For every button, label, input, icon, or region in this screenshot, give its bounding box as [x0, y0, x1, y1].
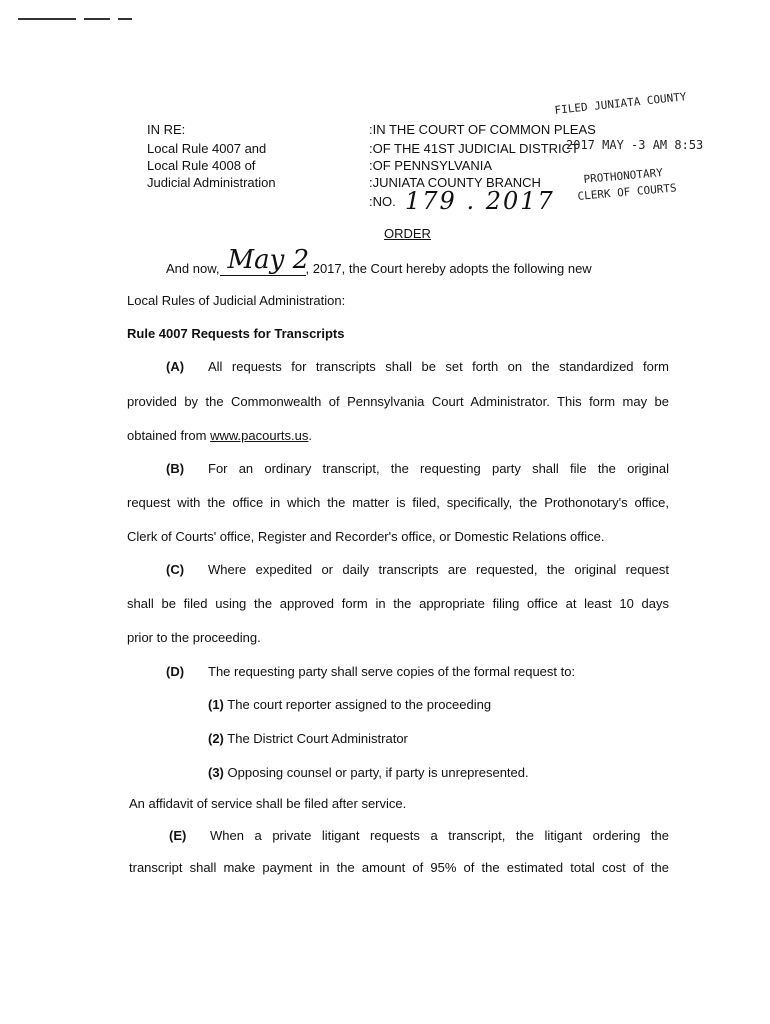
list-item-text: Opposing counsel or party, if party is unrepresented. [227, 765, 529, 780]
caption-judicial-admin: Judicial Administration [147, 175, 276, 190]
period: . [308, 428, 312, 443]
paragraph-c-label: (C) [166, 562, 185, 577]
paragraph-e-line-1: When a private litigant requests a transcript, the litigant ordering the [210, 828, 669, 843]
caption-branch: :JUNIATA COUNTY BRANCH [369, 175, 541, 190]
paragraph-b-label: (B) [166, 461, 185, 476]
scan-artifact [118, 18, 132, 20]
list-item-text: The court reporter assigned to the proceeding [227, 697, 492, 712]
caption-rule-4008: Local Rule 4008 of [147, 158, 256, 173]
paragraph-e-line-2: transcript shall make payment in the amount of 95% of the estimated total cost of the [129, 860, 669, 875]
paragraph-a-line-1: All requests for transcripts shall be set forth on the standardized form [208, 359, 669, 374]
list-item-text: The District Court Administrator [227, 731, 408, 746]
caption-state: :OF PENNSYLVANIA [369, 158, 493, 173]
affidavit-sentence: An affidavit of service shall be filed after service. [129, 796, 407, 811]
caption-rule-4007: Local Rule 4007 and [147, 141, 267, 156]
paragraph-c-line-3: prior to the proceeding. [127, 630, 261, 645]
list-item-label: (3) [208, 765, 224, 780]
paragraph-d-line-1: The requesting party shall serve copies of the formal request to: [208, 664, 576, 679]
paragraph-e-label: (E) [169, 828, 187, 843]
caption-district: :OF THE 41ST JUDICIAL DISTRICT [369, 141, 579, 156]
paragraph-b-line-1: For an ordinary transcript, the requesting party shall file the original [208, 461, 669, 476]
scan-artifact [84, 18, 110, 20]
stamp-date-time: 2017 MAY -3 AM 8:53 [566, 138, 704, 152]
list-item [208, 697, 491, 712]
case-number-handwritten: 179 . 2017 [405, 187, 555, 215]
intro-suffix: , 2017, the Court hereby adopts the following new [305, 261, 592, 276]
paragraph-a-line-2: provided by the Commonwealth of Pennsylvania Court Administrator. This form may be [127, 394, 669, 409]
list-item-label: (1) [208, 697, 224, 712]
scan-artifact [18, 18, 76, 20]
order-heading: ORDER [384, 226, 431, 241]
intro-prefix: And now, [166, 261, 220, 276]
list-item [208, 731, 408, 746]
pacourts-link[interactable]: www.pacourts.us [210, 428, 309, 443]
intro-line-2: Local Rules of Judicial Administration: [127, 293, 346, 308]
stamp-clerk: CLERK OF COURTS [577, 181, 678, 203]
intro-line-1 [166, 245, 592, 276]
paragraph-d-label: (D) [166, 664, 185, 679]
paragraph-c-line-2: shall be filed using the approved form in the appropriate filing office at least 10 days [127, 596, 669, 611]
paragraph-c-line-1: Where expedited or daily transcripts are requested, the original request [208, 562, 669, 577]
caption-number-label: :NO. [369, 194, 396, 209]
paragraph-b-line-3: Clerk of Courts' office, Register and Recorder's office, or Domestic Relations office. [127, 529, 605, 544]
list-item-label: (2) [208, 731, 224, 746]
date-blank [220, 245, 310, 276]
rule-heading: Rule 4007 Requests for Transcripts [127, 326, 345, 341]
stamp-filed: FILED JUNIATA COUNTY [554, 90, 688, 117]
paragraph-a-label: (A) [166, 359, 185, 374]
stamp-prothonotary: PROTHONOTARY [583, 166, 664, 186]
caption-in-re: IN RE: [147, 122, 186, 137]
caption-court: :IN THE COURT OF COMMON PLEAS [369, 122, 596, 137]
paragraph-b-line-2: request with the office in which the matter is filed, specifically, the Prothonotary's office, [127, 495, 669, 510]
list-item [208, 765, 529, 780]
paragraph-a-line-3 [127, 428, 312, 443]
obtained-from-text: obtained from [127, 428, 211, 443]
intro-date-handwritten: May 2 [227, 245, 310, 275]
